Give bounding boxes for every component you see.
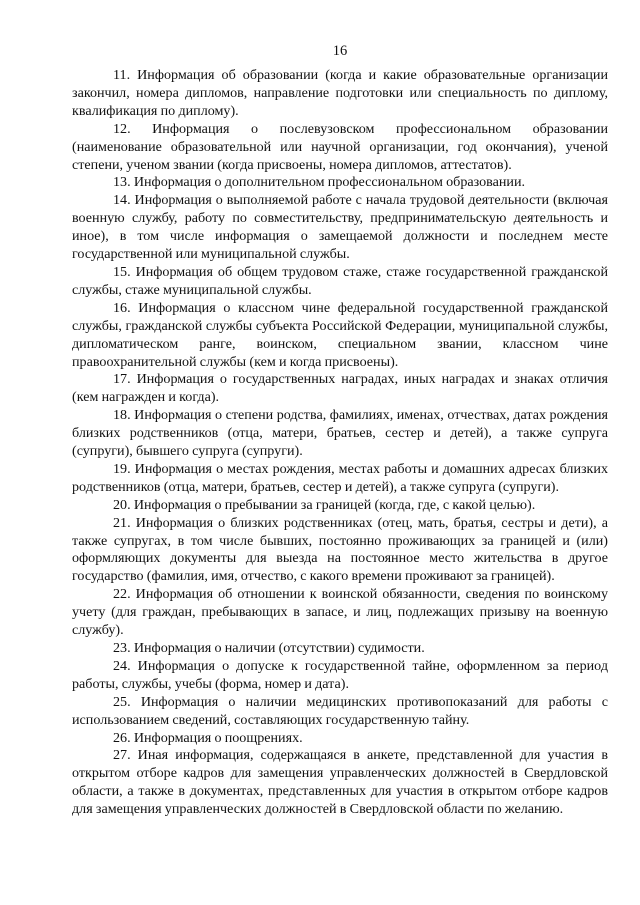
list-item: 12. Информация о послевузовском профессиональном образовании (наименование образовательной или научной организации, год окончания), ученой степени, ученом звании (когда присвоены, номера дипломов, аттестатов). [72, 120, 608, 173]
list-item: 20. Информация о пребывании за границей (когда, где, с какой целью). [113, 496, 536, 513]
list-item: 15. Информация об общем трудовом стаже, стаже государственной гражданской службы, стаже муниципальной службы. [72, 263, 608, 298]
list-item: 25. Информация о наличии медицинских противопоказаний для работы с использованием сведений, составляющих государственную тайну. [72, 693, 608, 728]
page-number: 16 [332, 43, 348, 59]
list-item: 14. Информация о выполняемой работе с начала трудовой деятельности (включая военную службу, работу по совместительству, предпринимательскую деятельность и иное), в том числе информация о замещаемой должности и последнем месте государственной или муниципальной службы. [72, 192, 608, 263]
list-item: 21. Информация о близких родственниках (отец, мать, братья, сестры и дети), а также супругах, в том числе бывших, постоянно проживающих за границей и (или) оформляющих документы для выезда на постоянное место жительства в другое государство (фамилия, имя, отчество, с какого времени проживают за границей). [72, 514, 608, 585]
list-item: 16. Информация о классном чине федеральной государственной гражданской службы, гражданской службы субъекта Российской Федерации, муниципальной службы, дипломатическом ранге, воинском, специальном звании, классном чине правоохранительной службы (кем и когда присвоены). [72, 299, 608, 370]
list-item: 27. Иная информация, содержащаяся в анкете, представленной для участия в открытом отборе кадров для замещения управленческих должностей в Свердловской области, а также в документах, представленных для участия в открытом отборе кадров для замещения управленческих должностей в Свердловской области по желанию. [72, 747, 608, 818]
list-item: 17. Информация о государственных наградах, иных наградах и знаках отличия (кем награжден и когда). [72, 371, 608, 406]
list-item: 22. Информация об отношении к воинской обязанности, сведения по воинскому учету (для граждан, пребывающих в запасе, и лиц, подлежащих призыву на военную службу). [72, 586, 608, 639]
list-item: 13. Информация о дополнительном профессиональном образовании. [113, 174, 526, 191]
list-item: 19. Информация о местах рождения, местах работы и домашних адресах близких родственников (отца, матери, братьев, сестер и детей), а также супруга (супруги). [72, 460, 608, 495]
list-item: 23. Информация о наличии (отсутствии) судимости. [113, 640, 425, 656]
list-item: 24. Информация о допуске к государственной тайне, оформленном за период работы, службы, учебы (форма, номер и дата). [72, 657, 608, 692]
list-item: 11. Информация об образовании (когда и какие образовательные организации закончил, номера дипломов, направление подготовки или специальность по диплому, квалификация по диплому). [72, 67, 608, 119]
list-item: 26. Информация о поощрениях. [113, 729, 303, 746]
information-list [72, 67, 608, 819]
list-item: 18. Информация о степени родства, фамилиях, именах, отчествах, датах рождения близких родственников (отца, матери, братьев, сестер и детей), а также супруга (супруги), бывшего супруга (супруги). [72, 407, 608, 460]
